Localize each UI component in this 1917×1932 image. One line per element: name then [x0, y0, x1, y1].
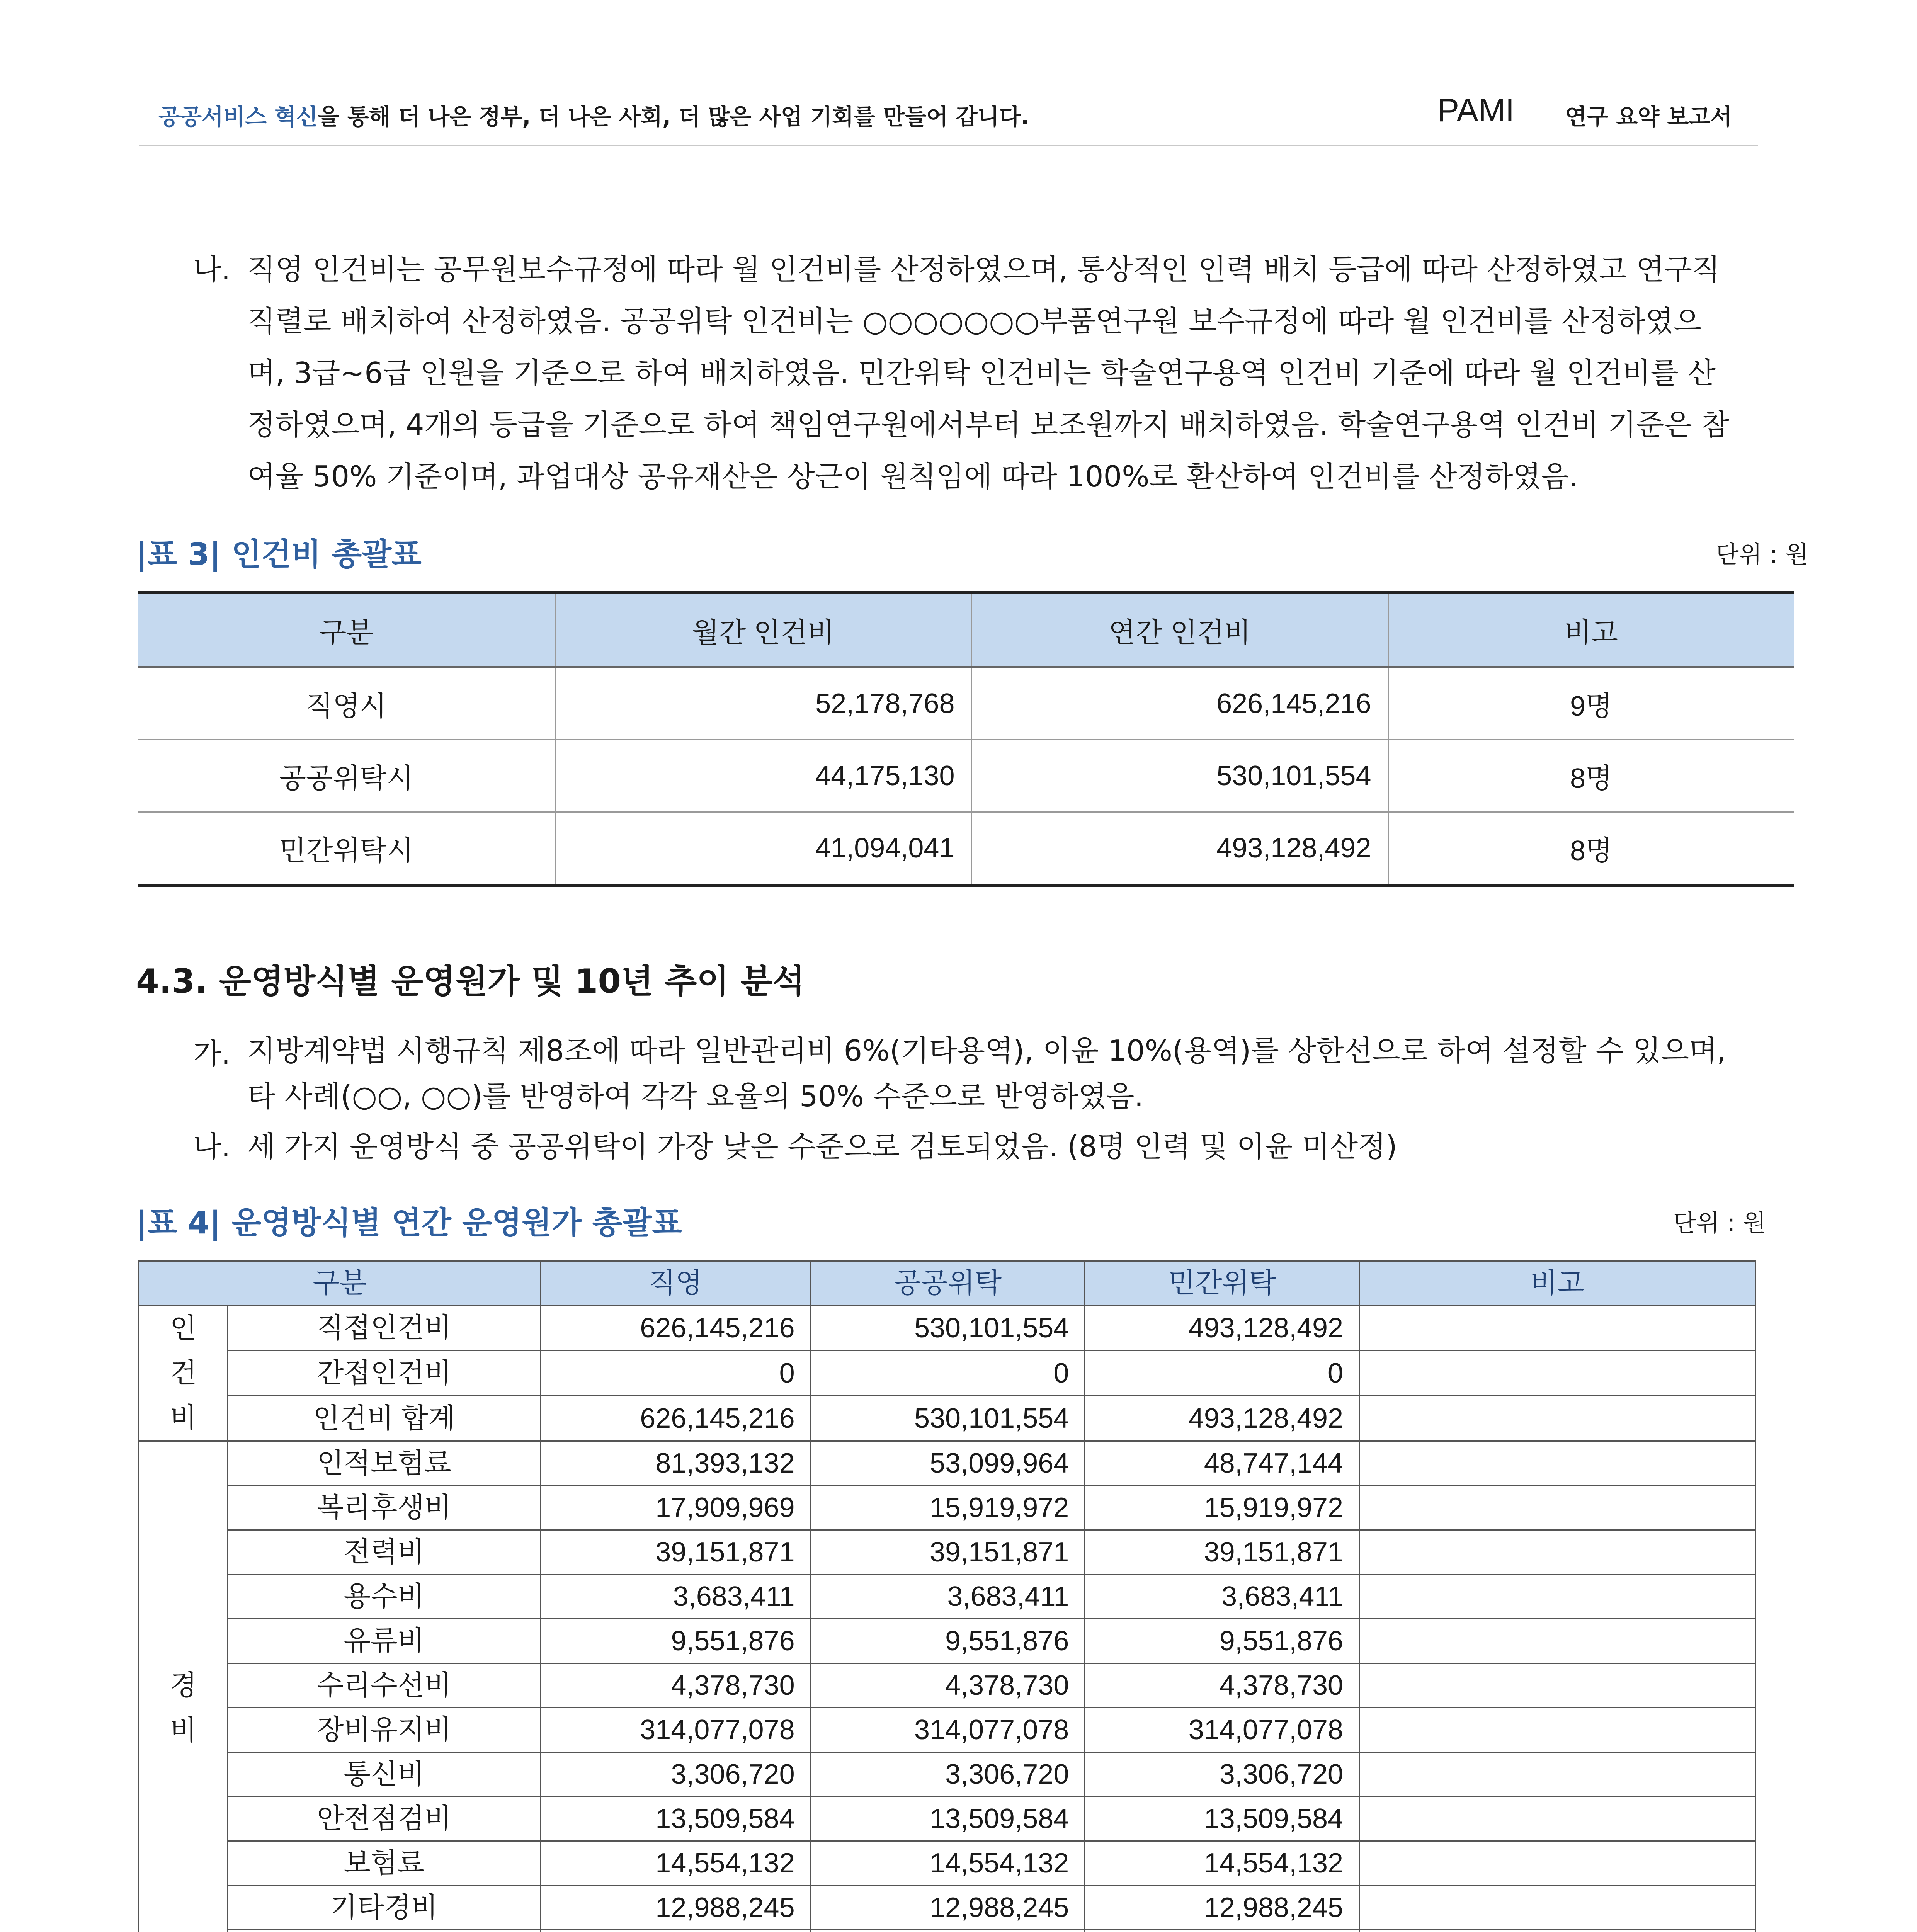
para-line: 여율 50% 기준이며, 과업대상 공유재산은 상근이 원칙임에 따라 100%로 환산하여 인건비를 산정하였음. — [247, 459, 1579, 493]
cell: 493,128,492 — [1085, 1306, 1359, 1351]
cell: 314,077,078 — [811, 1708, 1085, 1752]
cell: 유류비 — [228, 1619, 540, 1663]
cell: 0 — [811, 1351, 1085, 1396]
table-row — [139, 1486, 1755, 1530]
table-row — [138, 812, 1794, 886]
table-row — [139, 1441, 1755, 1486]
column-header: 민간위탁 — [1085, 1261, 1359, 1306]
cell: 15,919,972 — [1085, 1486, 1359, 1530]
cell: 14,554,132 — [811, 1841, 1085, 1886]
cell: 3,306,720 — [1085, 1752, 1359, 1797]
table3-labor-summary — [138, 591, 1794, 887]
cell: 복리후생비 — [228, 1486, 540, 1530]
cell: 직영시 — [138, 667, 555, 740]
cell: 3,683,411 — [540, 1575, 811, 1619]
table4-caption: |표 4| 운영방식별 연간 운영원가 총괄표 — [136, 1205, 682, 1241]
cell — [1359, 1797, 1755, 1841]
cell: 314,077,078 — [1085, 1708, 1359, 1752]
para-line: 타 사례(○○, ○○)를 반영하여 각각 요율의 50% 수준으로 반영하였음. — [247, 1079, 1144, 1113]
table3-unit: 단위 : 원 — [1716, 540, 1808, 568]
cell: 17,909,969 — [540, 1486, 811, 1530]
cell — [1359, 1663, 1755, 1708]
column-header: 비고 — [1388, 593, 1794, 667]
cell: 530,101,554 — [811, 1306, 1085, 1351]
para-line: 직영 인건비는 공무원보수규정에 따라 월 인건비를 산정하였으며, 통상적인 인력 배치 등급에 따라 산정하였고 연구직 — [247, 252, 1720, 286]
cell: 13,509,584 — [1085, 1797, 1359, 1841]
cell — [1359, 1396, 1755, 1441]
table-row — [139, 1663, 1755, 1708]
cell: 9,551,876 — [1085, 1619, 1359, 1663]
table3-caption: |표 3| 인건비 총괄표 — [136, 536, 422, 572]
paragraph-na-1 — [193, 243, 1730, 502]
cell — [1359, 1351, 1755, 1396]
table-row — [139, 1351, 1755, 1396]
table-row — [139, 1708, 1755, 1752]
cell: 8명 — [1388, 740, 1794, 812]
cell: 48,747,144 — [1085, 1441, 1359, 1486]
group-label-expense: 경 비 — [139, 1441, 228, 1932]
paragraph-na-2 — [193, 1121, 1397, 1172]
cell: 39,151,871 — [811, 1530, 1085, 1575]
cell: 직접인건비 — [228, 1306, 540, 1351]
cell: 39,151,871 — [1085, 1530, 1359, 1575]
cell: 81,393,132 — [540, 1441, 811, 1486]
cell — [1359, 1575, 1755, 1619]
cell: 12,988,245 — [540, 1886, 811, 1930]
cell: 12,988,245 — [811, 1886, 1085, 1930]
cell: 4,378,730 — [540, 1663, 811, 1708]
table-row — [139, 1575, 1755, 1619]
column-header: 비고 — [1359, 1261, 1755, 1306]
cell: 장비유지비 — [228, 1708, 540, 1752]
cell: 626,145,216 — [540, 1306, 811, 1351]
cell: 13,509,584 — [540, 1797, 811, 1841]
cell: 8명 — [1388, 812, 1794, 886]
cell: 4,378,730 — [1085, 1663, 1359, 1708]
table-header-row — [139, 1261, 1755, 1306]
cell: 14,554,132 — [1085, 1841, 1359, 1886]
paragraph-ga — [193, 1028, 1726, 1119]
para-marker: 나. — [193, 1129, 231, 1163]
cell: 9,551,876 — [540, 1619, 811, 1663]
cell: 민간위탁시 — [138, 812, 555, 886]
table-row — [138, 667, 1794, 740]
cell: 통신비 — [228, 1752, 540, 1797]
cell — [1359, 1886, 1755, 1930]
slogan-highlight: 공공서비스 혁신 — [158, 104, 318, 130]
para-line: 직렬로 배치하여 산정하였음. 공공위탁 인건비는 ○○○○○○○부품연구원 보수규정에 따라 월 인건비를 산정하였으 — [247, 304, 1702, 338]
slogan-rest: 을 통해 더 나은 정부, 더 나은 사회, 더 많은 사업 기회를 만들어 갑니다. — [318, 104, 1029, 130]
cell: 13,509,584 — [811, 1797, 1085, 1841]
cell: 15,919,972 — [811, 1486, 1085, 1530]
header-slogan — [158, 99, 1029, 131]
para-line: 며, 3급~6급 인원을 기준으로 하여 배치하였음. 민간위탁 인건비는 학술연구용역 인건비 기준에 따라 월 인건비를 산 — [247, 356, 1716, 390]
para-marker: 가. — [193, 1037, 231, 1071]
column-header: 구분 — [139, 1261, 541, 1306]
cell — [1359, 1530, 1755, 1575]
cell: 안전점검비 — [228, 1797, 540, 1841]
cell: 3,306,720 — [811, 1752, 1085, 1797]
column-header: 직영 — [540, 1261, 811, 1306]
cell: 493,128,492 — [1085, 1396, 1359, 1441]
cell — [1359, 1619, 1755, 1663]
cell: 전력비 — [228, 1530, 540, 1575]
cell: 44,175,130 — [555, 740, 971, 812]
cell: 39,151,871 — [540, 1530, 811, 1575]
cell: 314,077,078 — [540, 1708, 811, 1752]
table-row — [139, 1841, 1755, 1886]
para-marker: 나. — [193, 252, 231, 286]
cell: 3,683,411 — [811, 1575, 1085, 1619]
table-row — [139, 1886, 1755, 1930]
table-row — [139, 1930, 1755, 1932]
cell: 기타경비 — [228, 1886, 540, 1930]
table-row — [139, 1619, 1755, 1663]
table-header-row — [138, 593, 1794, 667]
column-header: 구분 — [138, 593, 555, 667]
column-header: 연간 인건비 — [971, 593, 1388, 667]
column-header: 월간 인건비 — [555, 593, 971, 667]
header-brand: PAMI — [1437, 92, 1515, 128]
cell — [1359, 1708, 1755, 1752]
para-line: 정하였으며, 4개의 등급을 기준으로 하여 책임연구원에서부터 보조원까지 배치하였음. 학술연구용역 인건비 기준은 참 — [247, 408, 1730, 442]
cell: 14,554,132 — [540, 1841, 811, 1886]
cell: 53,099,964 — [811, 1441, 1085, 1486]
cell: 3,683,411 — [1085, 1575, 1359, 1619]
table-row — [139, 1752, 1755, 1797]
column-header: 공공위탁 — [811, 1261, 1085, 1306]
cell: 9,551,876 — [811, 1619, 1085, 1663]
cell: 간접인건비 — [228, 1351, 540, 1396]
table-row — [139, 1530, 1755, 1575]
cell — [1085, 1930, 1359, 1932]
cell: 보험료 — [228, 1841, 540, 1886]
table-row — [139, 1396, 1755, 1441]
cell: 0 — [1085, 1351, 1359, 1396]
cell: 493,128,492 — [971, 812, 1388, 886]
table4-operating-cost — [138, 1260, 1756, 1932]
cell — [811, 1930, 1085, 1932]
cell: 공공위탁시 — [138, 740, 555, 812]
group-label-labor: 인 건 비 — [139, 1306, 228, 1441]
cell: 인적보험료 — [228, 1441, 540, 1486]
cell: 626,145,216 — [540, 1396, 811, 1441]
cell: 인건비 합계 — [228, 1396, 540, 1441]
table-row — [138, 740, 1794, 812]
table-row — [139, 1306, 1755, 1351]
cell: 12,988,245 — [1085, 1886, 1359, 1930]
cell — [1359, 1752, 1755, 1797]
section-title: 4.3. 운영방식별 운영원가 및 10년 추이 분석 — [136, 962, 805, 1001]
header-doctype: 연구 요약 보고서 — [1565, 104, 1732, 130]
cell: 530,101,554 — [971, 740, 1388, 812]
cell: 0 — [540, 1351, 811, 1396]
cell: 530,101,554 — [811, 1396, 1085, 1441]
page-header — [139, 83, 1758, 146]
cell: 3,306,720 — [540, 1752, 811, 1797]
cell: 9명 — [1388, 667, 1794, 740]
para-line: 지방계약법 시행규칙 제8조에 따라 일반관리비 6%(기타용역), 이윤 10%(용역)를 상한선으로 하여 설정할 수 있으며, — [247, 1034, 1726, 1068]
cell: 용수비 — [228, 1575, 540, 1619]
cell — [1359, 1306, 1755, 1351]
table-row — [139, 1797, 1755, 1841]
cell: 41,094,041 — [555, 812, 971, 886]
cell — [1359, 1930, 1755, 1932]
cell — [540, 1930, 811, 1932]
para-line: 세 가지 운영방식 중 공공위탁이 가장 낮은 수준으로 검토되었음. (8명 인력 및 이윤 미산정) — [247, 1129, 1397, 1163]
cell — [228, 1930, 540, 1932]
table4-unit: 단위 : 원 — [1673, 1209, 1766, 1237]
cell — [1359, 1441, 1755, 1486]
cell — [1359, 1841, 1755, 1886]
cell: 52,178,768 — [555, 667, 971, 740]
cell — [1359, 1486, 1755, 1530]
cell: 수리수선비 — [228, 1663, 540, 1708]
cell: 626,145,216 — [971, 667, 1388, 740]
cell: 4,378,730 — [811, 1663, 1085, 1708]
